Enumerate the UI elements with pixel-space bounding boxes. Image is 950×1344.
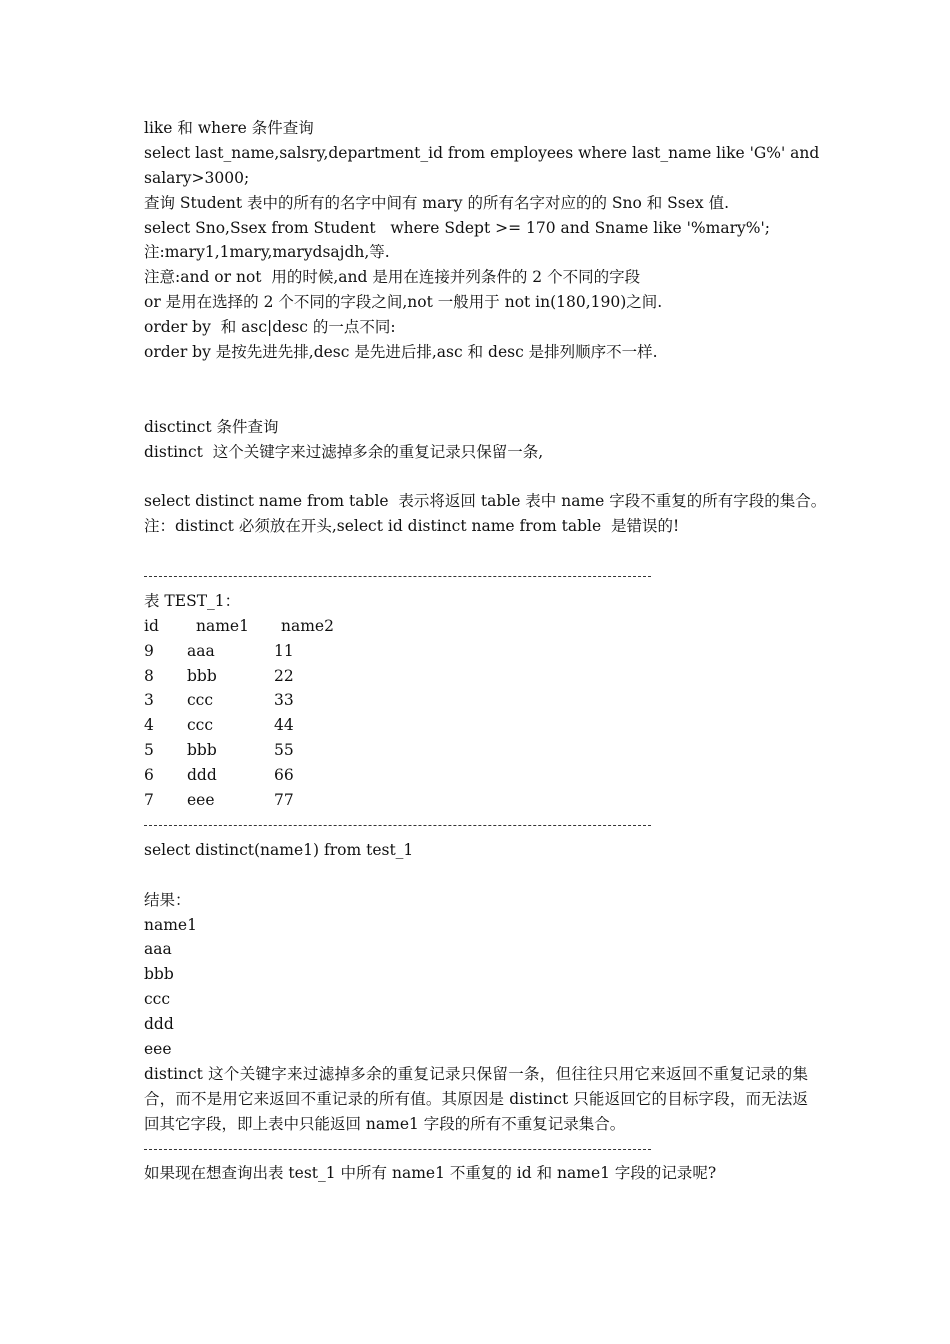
explanation-paragraph: distinct 这个关键字来过滤掉多余的重复记录只保留一条，但往往只用它来返回不重复记录的集合，而不是用它来返回不重记录的所有值。其原因是 distinct 只能返回它的目标字段，而无法返回其它字段，即上表中只能返回 name1 字段的所有不重复记录集合。 <box>144 1064 808 1133</box>
cell-name1: ccc <box>187 716 214 735</box>
cell-id: 8 <box>144 666 154 685</box>
text-line: 注：distinct 必须放在开头,select id distinct name from table 是错误的! <box>144 517 680 536</box>
spacer <box>144 863 814 888</box>
table-test-1 <box>144 589 814 813</box>
cell-id: 7 <box>144 791 154 810</box>
result-value: ccc <box>144 990 171 1009</box>
table-caption: 表 TEST_1： <box>144 591 241 610</box>
section-title-like-where: like 和 where 条件查询 <box>144 119 314 137</box>
question-line: 如果现在想查询出表 test_1 中所有 name1 不重复的 id 和 name1 字段的记录呢? <box>144 1164 717 1183</box>
table-row <box>144 788 814 813</box>
cell-id: 3 <box>144 691 154 710</box>
result-value: eee <box>144 1039 172 1058</box>
cell-name2: 55 <box>274 741 294 760</box>
cell-name2: 66 <box>274 766 294 785</box>
text-line: select distinct name from table 表示将返回 table 表中 name 字段不重复的所有字段的集合。 <box>144 492 827 511</box>
cell-name2: 33 <box>274 691 294 710</box>
cell-id: 9 <box>144 641 154 660</box>
text-line: select Sno,Ssex from Student where Sdept >= 170 and Sname like '%mary%'; <box>144 218 770 237</box>
text-line: 查询 Student 表中的所有的名字中间有 mary 的所有名字对应的的 Sno 和 Ssex 值. <box>144 193 730 212</box>
cell-name2: 77 <box>274 791 294 810</box>
table-row <box>144 713 814 738</box>
cell-name1: eee <box>187 791 215 810</box>
spacer <box>144 365 814 390</box>
cell-name2: 11 <box>274 641 294 660</box>
text-line: order by 和 asc|desc 的一点不同: <box>144 318 396 337</box>
result-value: ddd <box>144 1015 174 1034</box>
dashed-divider <box>144 1137 814 1162</box>
column-header-name2: name2 <box>281 616 334 635</box>
column-header-name1: name1 <box>196 616 249 635</box>
dashed-divider <box>144 564 814 589</box>
text-line: order by 是按先进先排,desc 是先进后排,asc 和 desc 是排列顺序不一样. <box>144 343 658 362</box>
table-row <box>144 664 814 689</box>
table-row <box>144 738 814 763</box>
document-page <box>144 116 827 1186</box>
cell-name2: 22 <box>274 666 294 685</box>
cell-id: 5 <box>144 741 154 760</box>
table-row <box>144 763 814 788</box>
text-line: 注:mary1,1mary,marydsajdh,等. <box>144 243 390 262</box>
section-distinct <box>144 415 827 539</box>
text-line: or 是用在选择的 2 个不同的字段之间,not 一般用于 not in(180,190)之间. <box>144 293 663 312</box>
section-title-distinct: disctinct 条件查询 <box>144 417 279 436</box>
table-header-row <box>144 614 814 639</box>
cell-id: 4 <box>144 716 154 735</box>
text-line: 注意:and or not 用的时候,and 是用在连接并列条件的 2 个不同的字段 <box>144 268 641 287</box>
result-value: name1 <box>144 915 197 934</box>
cell-name1: bbb <box>187 666 217 685</box>
spacer <box>144 539 814 564</box>
text-line: salary>3000; <box>144 168 250 187</box>
text-line: select last_name,salsry,department_id from employees where last_name like 'G%' and <box>144 143 820 162</box>
text-line: distinct 这个关键字来过滤掉多余的重复记录只保留一条, <box>144 442 544 461</box>
spacer <box>144 390 814 415</box>
table-row <box>144 639 814 664</box>
result-label: 结果： <box>144 890 191 909</box>
section-like-where <box>144 116 820 365</box>
cell-name1: bbb <box>187 741 217 760</box>
dashed-divider <box>144 813 814 838</box>
result-block <box>144 888 814 1062</box>
result-value: aaa <box>144 940 172 959</box>
cell-id: 6 <box>144 766 154 785</box>
cell-name1: ddd <box>187 766 217 785</box>
result-value: bbb <box>144 965 174 984</box>
table-row <box>144 688 814 713</box>
column-header-id: id <box>144 616 159 635</box>
cell-name1: ccc <box>187 691 214 710</box>
query-line: select distinct(name1) from test_1 <box>144 840 414 859</box>
spacer <box>144 464 814 489</box>
cell-name2: 44 <box>274 716 294 735</box>
cell-name1: aaa <box>187 641 215 660</box>
